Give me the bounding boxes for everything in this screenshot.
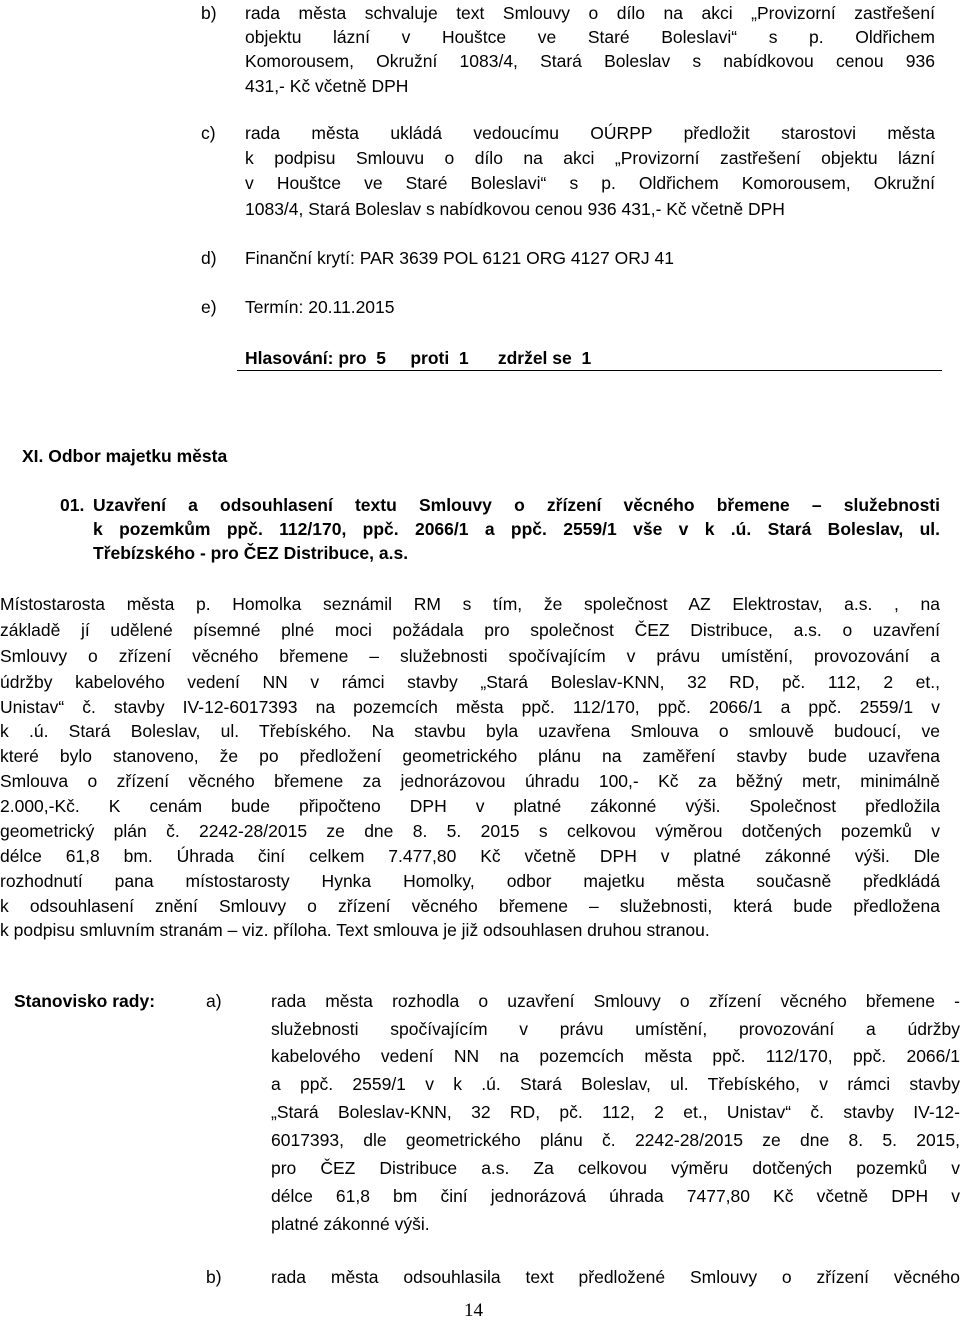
stanovisko-a-line-5: „Stará Boleslav-KNN, 32 RD, pč. 112, 2 et., Unistav“ č. stavby IV-12- bbox=[271, 1102, 960, 1122]
item-e-line-1: Termín: 20.11.2015 bbox=[245, 297, 395, 317]
body-line-6: k .ú. Stará Boleslav, ul. Třebíského. Na stavbu byla uzavřena Smlouva o smlouvě budoucí, ve bbox=[0, 721, 940, 741]
vote-underline bbox=[237, 370, 942, 371]
subsection-title-line-1: Uzavření a odsouhlasení textu Smlouvy o zřízení věcného břemene – služebnosti bbox=[93, 495, 940, 515]
label-c: c) bbox=[201, 123, 216, 143]
body-line-4: údržby kabelového vedení NN v rámci stavby „Stará Boleslav-KNN, 32 RD, pč. 112, 2 et., bbox=[0, 672, 940, 692]
subsection-number: 01. bbox=[60, 495, 85, 515]
section-title: XI. Odbor majetku města bbox=[22, 446, 228, 466]
vote-result: Hlasování: pro 5 proti 1 zdržel se 1 bbox=[245, 348, 592, 368]
stanovisko-label: Stanovisko rady: bbox=[14, 991, 156, 1011]
body-line-5: Unistav“ č. stavby IV-12-6017393 na pozemcích města ppč. 112/170, ppč. 2066/1 a ppč. 2559/1 v bbox=[0, 697, 940, 717]
stanovisko-a-line-3: kabelového vedení NN na pozemcích města ppč. 112/170, ppč. 2066/1 bbox=[271, 1046, 960, 1066]
label-e: e) bbox=[201, 297, 217, 317]
stanovisko-a-line-4: a ppč. 2559/1 v k .ú. Stará Boleslav, ul. Třebíského, v rámci stavby bbox=[271, 1074, 960, 1094]
body-line-7: které bylo stanoveno, že po předložení geometrického plánu na zaměření stavby bude uzavřena bbox=[0, 746, 940, 766]
body-line-8: Smlouva o zřízení věcného břemene za jednorázovou úhradu 100,- Kč za běžný metr, minimálně bbox=[0, 771, 940, 791]
body-line-2: základě jí udělené písemné plné moci požádala pro společnost ČEZ Distribuce, a.s. o uzavření bbox=[0, 620, 940, 640]
item-c-line-4: 1083/4, Stará Boleslav s nabídkovou cenou 936 431,- Kč včetně DPH bbox=[245, 199, 785, 219]
item-c-line-2: k podpisu Smlouvu o dílo na akci „Provizorní zastřešení objektu lázní bbox=[245, 148, 935, 168]
body-line-11: délce 61,8 bm. Úhrada činí celkem 7.477,80 Kč včetně DPH v platné zákonné výši. Dle bbox=[0, 846, 940, 866]
item-c-line-3: v Houštce ve Staré Boleslavi“ s p. Oldřichem Komorousem, Okružní bbox=[245, 173, 935, 193]
stanovisko-b-line-1: rada města odsouhlasila text předložené Smlouvy o zřízení věcného bbox=[271, 1267, 960, 1287]
label-b: b) bbox=[201, 3, 217, 23]
item-d-line-1: Finanční krytí: PAR 3639 POL 6121 ORG 4127 ORJ 41 bbox=[245, 248, 674, 268]
item-b-line-3: Komorousem, Okružní 1083/4, Stará Boleslav s nabídkovou cenou 936 bbox=[245, 51, 935, 71]
subsection-title-line-2: k pozemkům ppč. 112/170, ppč. 2066/1 a ppč. 2559/1 vše v k .ú. Stará Boleslav, ul. bbox=[93, 519, 940, 539]
stanovisko-a-line-7: pro ČEZ Distribuce a.s. Za celkovou výměru dotčených pozemků v bbox=[271, 1158, 960, 1178]
page-number: 14 bbox=[464, 1300, 483, 1321]
body-line-1: Místostarosta města p. Homolka seznámil RM s tím, že společnost AZ Elektrostav, a.s. , na bbox=[0, 594, 940, 614]
label-d: d) bbox=[201, 248, 217, 268]
stanovisko-b-label: b) bbox=[206, 1267, 222, 1287]
body-line-12: rozhodnutí pana místostarosty Hynka Homolky, odbor majetku města současně předkládá bbox=[0, 871, 940, 891]
item-b-line-2: objektu lázní v Houštce ve Staré Boleslavi“ s p. Oldřichem bbox=[245, 27, 935, 47]
body-line-3: Smlouvy o zřízení věcného břemene – služebnosti spočívajícím v právu umístění, provozování a bbox=[0, 646, 940, 666]
stanovisko-a-line-1: rada města rozhodla o uzavření Smlouvy o zřízení věcného břemene - bbox=[271, 991, 960, 1011]
item-b-line-4: 431,- Kč včetně DPH bbox=[245, 76, 409, 96]
body-line-10: geometrický plán č. 2242-28/2015 ze dne 8. 5. 2015 s celkovou výměrou dotčených pozemků v bbox=[0, 821, 940, 841]
subsection-title-line-3: Třebízského - pro ČEZ Distribuce, a.s. bbox=[93, 543, 409, 563]
body-line-14: k podpisu smluvním stranám – viz. příloha. Text smlouva je již odsouhlasen druhou stranou. bbox=[0, 920, 710, 940]
stanovisko-a-line-2: služebnosti spočívajícím v právu umístění, provozování a údržby bbox=[271, 1019, 960, 1039]
item-b-line-1: rada města schvaluje text Smlouvy o dílo na akci „Provizorní zastřešení bbox=[245, 3, 935, 23]
stanovisko-a-line-9: platné zákonné výši. bbox=[271, 1214, 430, 1234]
stanovisko-a-line-6: 6017393, dle geometrického plánu č. 2242-28/2015 ze dne 8. 5. 2015, bbox=[271, 1130, 960, 1150]
body-line-13: k odsouhlasení znění Smlouvy o zřízení věcného břemene – služebnosti, která bude předložena bbox=[0, 896, 940, 916]
item-c-line-1: rada města ukládá vedoucímu OÚRPP předložit starostovi města bbox=[245, 123, 935, 143]
stanovisko-a-label: a) bbox=[206, 991, 222, 1011]
body-line-9: 2.000,-Kč. K cenám bude připočteno DPH v platné zákonné výši. Společnost předložila bbox=[0, 796, 940, 816]
stanovisko-a-line-8: délce 61,8 bm činí jednorázová úhrada 7477,80 Kč včetně DPH v bbox=[271, 1186, 960, 1206]
